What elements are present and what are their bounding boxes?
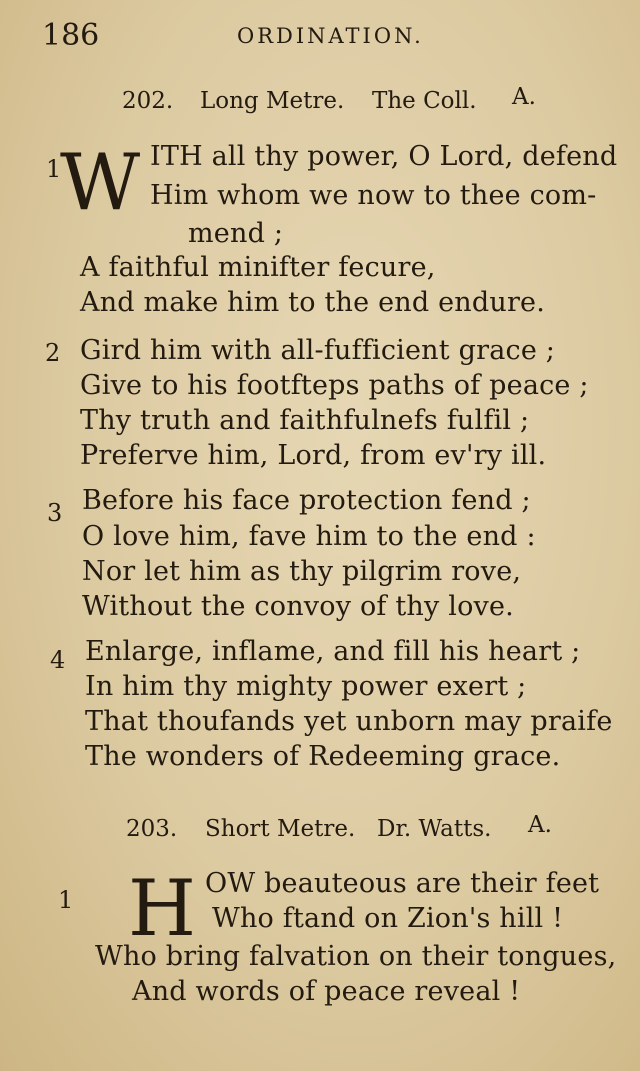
verse-line: O love him, fave him to the end :: [82, 521, 536, 552]
drop-cap: W: [60, 138, 141, 228]
hymn-203-number: 203.: [126, 816, 178, 842]
drop-cap: H: [128, 864, 197, 954]
page-number: 186: [42, 18, 100, 53]
verse-line: A faithful minifter fecure,: [80, 252, 436, 283]
verse-number: 1: [46, 155, 62, 183]
verse-line: And words of peace reveal !: [132, 976, 521, 1007]
hymn-202-tune: The Coll.: [372, 88, 477, 114]
verse-line: And make him to the end endure.: [80, 287, 546, 318]
verse-line: Gird him with all-fufficient grace ;: [80, 335, 556, 366]
verse-number: 1: [58, 886, 74, 914]
verse-line: That thoufands yet unborn may praife: [85, 706, 613, 737]
verse-line: The wonders of Redeeming grace.: [85, 741, 561, 772]
hymn-202-metre: Long Metre.: [200, 88, 345, 114]
verse-line: Thy truth and faithfulnefs fulfil ;: [80, 405, 530, 436]
verse-line: OW beauteous are their feet: [205, 868, 600, 899]
verse-line: Without the convoy of thy love.: [82, 591, 514, 622]
verse-line: Before his face protection fend ;: [82, 485, 531, 516]
verse-line: Preferve him, Lord, from ev'ry ill.: [80, 440, 547, 471]
verse-line: Nor let him as thy pilgrim rove,: [82, 556, 522, 587]
hymn-202-key: A.: [512, 84, 536, 110]
hymn-203-metre: Short Metre.: [205, 816, 356, 842]
verse-line: Him whom we now to thee com-: [150, 180, 597, 211]
verse-number: 3: [47, 499, 63, 527]
hymn-203-author: Dr. Watts.: [377, 816, 492, 842]
verse-line: mend ;: [188, 218, 284, 249]
hymn-202-number: 202.: [122, 88, 174, 114]
verse-line: In him thy mighty power exert ;: [85, 671, 527, 702]
verse-line: Enlarge, inflame, and fill his heart ;: [85, 636, 581, 667]
verse-number: 4: [50, 646, 66, 674]
running-head: ORDINATION.: [237, 24, 424, 48]
verse-line: Who ftand on Zion's hill !: [212, 903, 564, 934]
verse-number: 2: [45, 339, 61, 367]
verse-line: Give to his footfteps paths of peace ;: [80, 370, 589, 401]
verse-line: Who bring falvation on their tongues,: [95, 941, 617, 972]
verse-line: ITH all thy power, O Lord, defend: [150, 141, 618, 172]
hymn-203-key: A.: [528, 812, 552, 838]
